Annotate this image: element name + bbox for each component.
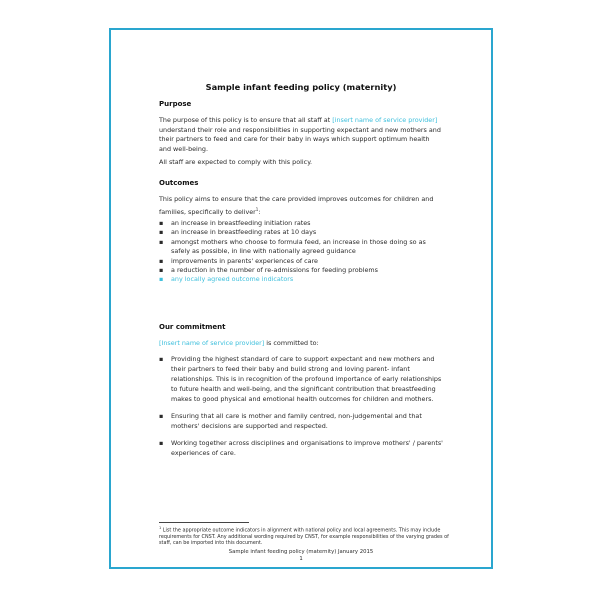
list-item-highlighted [159,275,443,284]
outcome-text: any locally agreed outcome indicators [171,275,294,284]
list-item [159,228,443,237]
commitment-heading: Our commitment [159,323,226,331]
footnote-divider [159,522,249,523]
commitment-list-3 [159,439,443,459]
outcomes-intro-text: This policy aims to ensure that the care provided improves outcomes for children and families, specifically to deliver [159,195,434,216]
list-item [159,439,443,459]
purpose-text-end: understand their role and responsibilities in supporting expectant and new mothers and their partners to feed and care for their baby in ways which support optimum health and well-being. [159,125,441,154]
outcomes-list [159,219,443,285]
list-item [159,266,443,275]
purpose-heading: Purpose [159,100,192,108]
bullet-icon: ▪ [159,439,164,447]
outcome-text: an increase in breastfeeding rates at 10 days [171,228,317,237]
commitment-intro [159,339,443,349]
list-item [159,238,443,257]
bullet-icon: ▪ [159,266,164,275]
bullet-icon: ▪ [159,228,164,237]
document-page [109,28,493,569]
commitment-intro-text: is committed to: [264,339,319,347]
bullet-icon: ▪ [159,275,164,284]
footnote [159,525,449,547]
document-title: Sample infant feeding policy (maternity) [205,82,397,92]
commitment-text: Working together across disciplines and organisations to improve mothers' / parents' experiences of care. [171,439,443,457]
outcomes-intro-colon: : [258,207,261,216]
footer-text: Sample infant feeding policy (maternity) January 2015 [228,549,374,555]
footnote-reference[interactable]: 1 [255,206,259,212]
commitment-list-2 [159,412,443,432]
list-item [159,219,443,228]
compliance-paragraph: All staff are expected to comply with this policy. [159,158,313,166]
service-provider-placeholder: [insert name of service provider] [332,116,438,124]
purpose-paragraph [159,116,443,155]
outcome-text: amongst mothers who choose to formula feed, an increase in those doing so as safely as possible, in line with nationally agreed guidance [171,237,426,256]
purpose-text-start: The purpose of this policy is to ensure that all staff at [159,116,333,124]
page-footer [159,549,443,563]
bullet-icon: ▪ [159,412,164,420]
list-item [159,412,443,432]
service-provider-placeholder: [Insert name of service provider] [159,339,265,347]
outcomes-intro [159,195,443,218]
page-number: 1 [299,556,303,562]
outcomes-heading: Outcomes [159,179,199,187]
footnote-text: List the appropriate outcome indicators in alignment with national policy and local agreements. This may include requirements for CNST. Any additional wording required by CNST, for example responsibilities of the varying grades of staff, can be imported into this document. [159,527,449,547]
outcome-text: improvements in parents' experiences of care [171,256,318,265]
commitment-text: Providing the highest standard of care to support expectant and new mothers and their partners to feed their baby and build strong and loving parent- infant relationships. This is in recognition of the profound importance of early relationships to future health and well-being, and the significant contribution that breastfeeding makes to good physical and emotional health outcomes for children and mothers. [171,355,442,403]
bullet-icon: ▪ [159,256,164,265]
commitment-list [159,355,443,405]
bullet-icon: ▪ [159,219,164,227]
bullet-icon: ▪ [159,237,164,246]
outcome-text: a reduction in the number of re-admissions for feeding problems [171,266,378,275]
bullet-icon: ▪ [159,355,164,363]
commitment-text: Ensuring that all care is mother and family centred, non-judgemental and that mothers' decisions are supported and respected. [171,412,422,430]
list-item [159,257,443,266]
footnote-marker: 1 [159,526,162,530]
outcome-text: an increase in breastfeeding initiation rates [171,219,311,227]
list-item [159,355,443,405]
